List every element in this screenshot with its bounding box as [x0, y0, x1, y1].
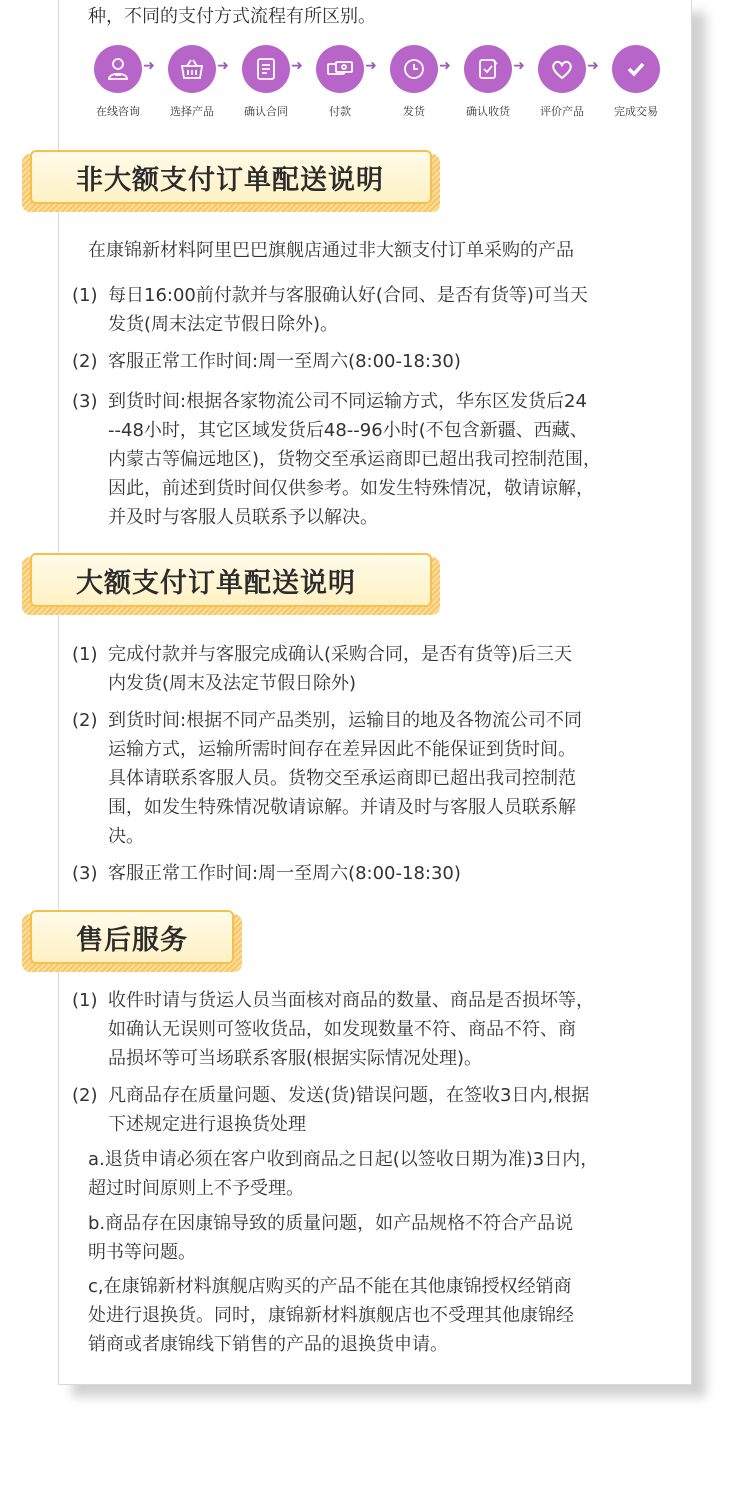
item-line: 到货时间:根据各家物流公司不同运输方式，华东区发货后24: [108, 391, 587, 412]
sub-line: 超过时间原则上不予受理。: [88, 1178, 304, 1199]
step-confirm-contract: [236, 45, 296, 119]
step-label: 确认收货: [466, 105, 510, 118]
section-banner-after-sales: [22, 910, 242, 972]
edit-check-icon: [464, 45, 512, 93]
section1-lead: 在康锦新材料阿里巴巴旗舰店通过非大额支付订单采购的产品: [88, 240, 574, 261]
step-review-product: [532, 45, 592, 119]
arrow-right-icon: ➜: [513, 58, 525, 74]
step-label: 发货: [403, 105, 425, 118]
item-line: 收件时请与货运人员当面核对商品的数量、商品是否损坏等，: [108, 990, 594, 1011]
sub-line: 明书等问题。: [88, 1242, 196, 1263]
item-line: 具体请联系客服人员。货物交至承运商即已超出我司控制范: [108, 768, 576, 789]
arrow-right-icon: ➜: [217, 58, 229, 74]
process-flow: [88, 45, 668, 125]
list-item: [72, 281, 682, 339]
step-label: 确认合同: [244, 105, 288, 118]
sub-line: a.退货申请必须在客户收到商品之日起(以签收日期为准)3日内，: [88, 1149, 599, 1170]
sub-item-c: [88, 1272, 678, 1359]
sub-line: 处进行退换货。同时，康锦新材料旗舰店也不受理其他康锦经: [88, 1305, 574, 1326]
item-line: 发货(周末法定节假日除外)。: [108, 314, 339, 335]
item-line: 品损坏等可当场联系客服(根据实际情况处理)。: [108, 1048, 483, 1069]
list-item: [72, 387, 682, 532]
step-select-product: [162, 45, 222, 119]
money-icon: [316, 45, 364, 93]
list-item: [72, 859, 682, 888]
item-line: --48小时，其它区域发货后48--96小时(不包含新疆、西藏、: [108, 420, 588, 441]
item-line: 如确认无误则可签收货品，如发现数量不符、商品不符、商: [108, 1019, 576, 1040]
arrow-right-icon: ➜: [587, 58, 599, 74]
sub-line: b.商品存在因康锦导致的质量问题，如产品规格不符合产品说: [88, 1213, 574, 1234]
heart-icon: [538, 45, 586, 93]
item-line: 每日16:00前付款并与客服确认好(合同、是否有货等)可当天: [108, 285, 588, 306]
item-number: (3): [72, 863, 98, 884]
item-number: (1): [72, 285, 98, 306]
document-icon: [242, 45, 290, 93]
item-number: (1): [72, 644, 98, 665]
item-line: 凡商品存在质量问题、发送(货)错误问题，在签收3日内,根据: [108, 1085, 590, 1106]
check-icon: [612, 45, 660, 93]
step-payment: [310, 45, 370, 119]
list-item: [72, 1081, 682, 1139]
arrow-right-icon: ➜: [143, 58, 155, 74]
item-line: 完成付款并与客服完成确认(采购合同，是否有货等)后三天: [108, 644, 573, 665]
item-number: (3): [72, 391, 98, 412]
step-label: 完成交易: [614, 105, 658, 118]
section-title: 大额支付订单配送说明: [76, 568, 356, 599]
list-item: [72, 640, 682, 698]
step-ship: [384, 45, 444, 119]
section-banner-large-payment: [22, 553, 440, 615]
item-line: 决。: [108, 826, 144, 847]
item-line: 客服正常工作时间:周一至周六(8:00-18:30): [108, 863, 461, 884]
item-line: 因此，前述到货时间仅供参考。如发生特殊情况，敬请谅解，: [108, 478, 594, 499]
list-item: [72, 347, 682, 376]
sub-item-a: [88, 1145, 678, 1203]
clock-icon: [390, 45, 438, 93]
item-number: (2): [72, 1085, 98, 1106]
intro-text: 种，不同的支付方式流程有所区别。: [88, 6, 376, 27]
list-item: [72, 706, 682, 851]
step-label: 评价产品: [540, 105, 584, 118]
item-line: 运输方式，运输所需时间存在差异因此不能保证到货时间。: [108, 739, 576, 760]
item-number: (1): [72, 990, 98, 1011]
step-confirm-receipt: [458, 45, 518, 119]
item-number: (2): [72, 710, 98, 731]
item-line: 并及时与客服人员联系予以解决。: [108, 507, 378, 528]
user-chat-icon: [94, 45, 142, 93]
arrow-right-icon: ➜: [365, 58, 377, 74]
section-title: 非大额支付订单配送说明: [76, 165, 384, 196]
item-line: 围，如发生特殊情况敬请谅解。并请及时与客服人员联系解: [108, 797, 576, 818]
arrow-right-icon: ➜: [439, 58, 451, 74]
basket-icon: [168, 45, 216, 93]
step-label: 在线咨询: [96, 105, 140, 118]
item-number: (2): [72, 351, 98, 372]
list-item: [72, 986, 682, 1073]
step-complete: [606, 45, 666, 119]
item-line: 到货时间:根据不同产品类别，运输目的地及各物流公司不同: [108, 710, 583, 731]
item-line: 内发货(周末及法定节假日除外): [108, 673, 357, 694]
section-banner-non-large-payment: [22, 150, 440, 212]
step-label: 付款: [329, 105, 351, 118]
step-online-consult: [88, 45, 148, 119]
item-line: 下述规定进行退换货处理: [108, 1114, 306, 1135]
sub-line: c,在康锦新材料旗舰店购买的产品不能在其他康锦授权经销商: [88, 1276, 572, 1297]
item-line: 客服正常工作时间:周一至周六(8:00-18:30): [108, 351, 461, 372]
arrow-right-icon: ➜: [291, 58, 303, 74]
sub-item-b: [88, 1209, 678, 1267]
step-label: 选择产品: [170, 105, 214, 118]
item-line: 内蒙古等偏远地区)，货物交至承运商即已超出我司控制范围，: [108, 449, 602, 470]
section-title: 售后服务: [76, 925, 188, 956]
sub-line: 销商或者康锦线下销售的产品的退换货申请。: [88, 1334, 448, 1355]
